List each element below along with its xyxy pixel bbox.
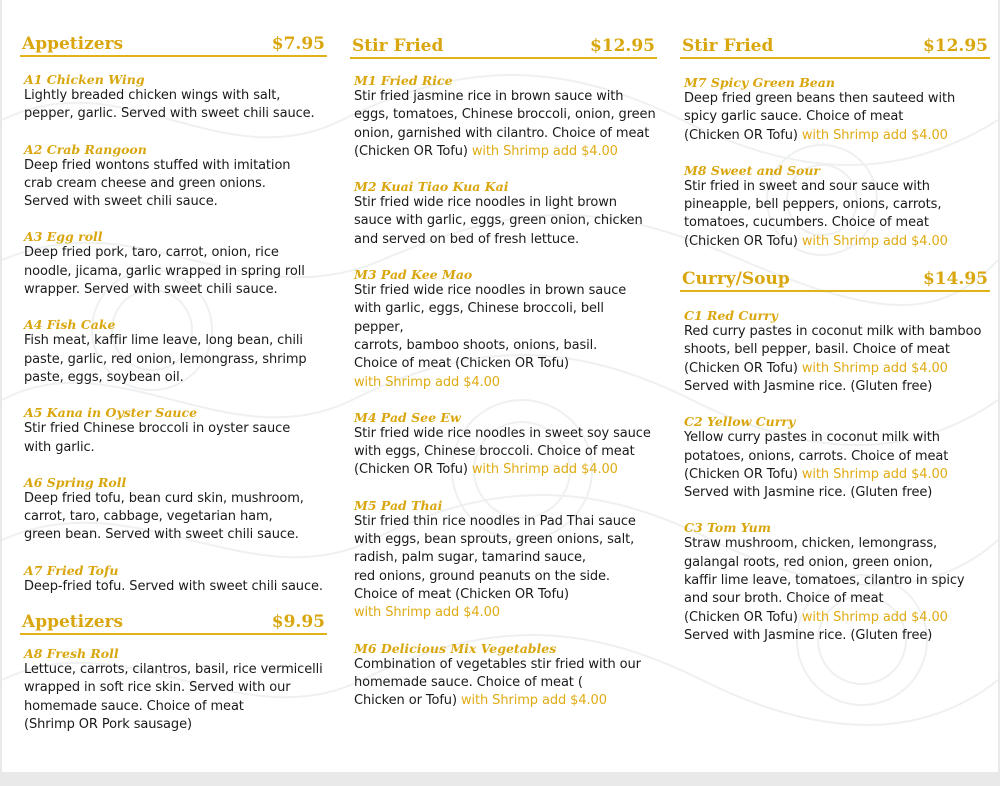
item-description: Yellow curry pastes in coconut milk with potatoes, onions, carrots. Choice of meat (Chicken OR Tofu) with Shrimp add $4.00 Served with Jasmine rice. (Gluten free) bbox=[684, 430, 949, 501]
section-price: $12.95 bbox=[922, 36, 988, 56]
menu-item bbox=[350, 498, 657, 623]
item-title: A2 Crab Rangoon bbox=[24, 141, 147, 157]
menu-item bbox=[680, 163, 990, 251]
item-title: M3 Pad Kee Mao bbox=[354, 267, 473, 283]
item-description: Deep fried wontons stuffed with imitation crab cream cheese and green onions. Served with sweet chili sauce. bbox=[24, 157, 291, 210]
section-title: Stir Fried bbox=[682, 36, 774, 56]
section-header bbox=[350, 32, 657, 59]
menu-item bbox=[20, 142, 327, 212]
menu-item bbox=[20, 317, 327, 387]
menu-item bbox=[20, 475, 327, 545]
item-title: M2 Kuai Tiao Kua Kai bbox=[354, 179, 509, 195]
menu-item bbox=[680, 414, 990, 502]
shrimp-addon: with Shrimp add $4.00 bbox=[460, 693, 607, 709]
item-title: C1 Red Curry bbox=[684, 308, 778, 324]
menu-item bbox=[20, 229, 327, 299]
shrimp-addon: with Shrimp add $4.00 bbox=[801, 233, 948, 249]
item-title: A3 Egg roll bbox=[24, 229, 103, 245]
shrimp-addon: with Shrimp add $4.00 bbox=[801, 127, 948, 143]
shrimp-addon: with Shrimp add $4.00 bbox=[801, 609, 948, 625]
shrimp-addon: with Shrimp add $4.00 bbox=[354, 374, 500, 390]
item-title: M1 Fried Rice bbox=[354, 73, 453, 88]
item-description: Lettuce, carrots, cilantros, basil, rice vermicelli wrapped in soft rice skin. Served with our homemade sauce. Choice of meat (Shrimp OR Pork sausage) bbox=[24, 662, 323, 732]
item-description: Stir fried thin rice noodles in Pad Thai sauce with eggs, bean sprouts, green onions, salt, radish, palm sugar, tamarind sauce, red onions, ground peanuts on the side. Choice of meat (Chicken OR Tofu) with Shrimp add $4.00 bbox=[354, 513, 636, 621]
item-description: Stir fried wide rice noodles in light brown sauce with garlic, eggs, green onion, chicken and served on bed of fresh lettuce. bbox=[354, 195, 643, 247]
item-title: M8 Sweet and Sour bbox=[684, 162, 821, 178]
menu-item bbox=[350, 410, 657, 480]
section-title: Curry/Soup bbox=[682, 269, 790, 290]
menu-column-1 bbox=[20, 0, 327, 734]
item-description: Combination of vegetables stir fried with our homemade sauce. Choice of meat ( Chicken or Tofu) with Shrimp add $4.00 bbox=[354, 656, 641, 709]
item-description: Red curry pastes in coconut milk with bamboo shoots, bell pepper, basil. Choice of meat (Chicken OR Tofu) with Shrimp add $4.00 Served with Jasmine rice. (Gluten free) bbox=[684, 324, 982, 394]
menu-item bbox=[350, 179, 657, 249]
section-header bbox=[680, 265, 990, 292]
shrimp-addon: with Shrimp add $4.00 bbox=[471, 143, 618, 159]
menu-item bbox=[20, 405, 327, 457]
shrimp-addon: with Shrimp add $4.00 bbox=[354, 605, 500, 621]
section-appetizers-795 bbox=[20, 30, 327, 596]
menu-item bbox=[20, 646, 327, 734]
item-title: C3 Tom Yum bbox=[684, 520, 771, 536]
item-description: Stir fried Chinese broccoli in oyster sauce with garlic. bbox=[24, 421, 291, 455]
item-description: Stir fried wide rice noodles in sweet soy sauce with eggs, Chinese broccoli. Choice of meat (Chicken OR Tofu) with Shrimp add $4.00 bbox=[354, 425, 651, 478]
menu-column-2 bbox=[350, 0, 657, 710]
shrimp-addon: with Shrimp add $4.00 bbox=[801, 360, 948, 376]
section-price: $7.95 bbox=[271, 34, 325, 54]
menu-item bbox=[20, 563, 327, 596]
section-header bbox=[680, 32, 990, 59]
item-title: A4 Fish Cake bbox=[24, 317, 116, 333]
item-title: M4 Pad See Ew bbox=[354, 409, 461, 425]
item-title: A1 Chicken Wing bbox=[24, 72, 145, 87]
menu-item bbox=[350, 267, 657, 392]
section-header bbox=[20, 30, 327, 57]
item-description: Lightly breaded chicken wings with salt, pepper, garlic. Served with sweet chili sauce. bbox=[24, 88, 315, 122]
shrimp-addon: with Shrimp add $4.00 bbox=[801, 466, 948, 482]
section-curry-soup bbox=[680, 265, 990, 645]
item-title: C2 Yellow Curry bbox=[684, 414, 796, 430]
item-description: Straw mushroom, chicken, lemongrass, galangal roots, red onion, green onion, kaffir lime leave, tomatoes, cilantro in spicy and sour broth. Choice of meat (Chicken OR Tofu) with Shrimp add $4.00 Served with Jasmine rice. (Gluten free) bbox=[684, 536, 965, 643]
menu-item bbox=[680, 308, 990, 396]
menu-page bbox=[2, 0, 998, 772]
item-title: A5 Kana in Oyster Sauce bbox=[24, 405, 198, 421]
item-title: A7 Fried Tofu bbox=[24, 562, 119, 578]
item-title: A6 Spring Roll bbox=[24, 474, 127, 490]
item-description: Deep fried green beans then sauteed with spicy garlic sauce. Choice of meat (Chicken OR Tofu) with Shrimp add $4.00 bbox=[684, 91, 956, 143]
section-title: Stir Fried bbox=[352, 36, 444, 56]
item-description: Deep-fried tofu. Served with sweet chili sauce. bbox=[24, 578, 323, 594]
menu-item bbox=[350, 73, 657, 161]
section-title: Appetizers bbox=[22, 612, 124, 633]
item-title: M5 Pad Thai bbox=[354, 497, 443, 513]
item-description: Deep fried pork, taro, carrot, onion, rice noodle, jicama, garlic wrapped in spring roll wrapper. Served with sweet chili sauce. bbox=[24, 245, 305, 298]
menu-column-3 bbox=[680, 0, 990, 645]
section-stir-fried bbox=[350, 32, 657, 710]
section-title: Appetizers bbox=[22, 34, 124, 54]
item-description: Deep fried tofu, bean curd skin, mushroom, carrot, taro, cabbage, vegetarian ham, green bean. Served with sweet chili sauce. bbox=[24, 490, 304, 543]
item-title: A8 Fresh Roll bbox=[24, 646, 119, 662]
section-appetizers-995 bbox=[20, 608, 327, 734]
menu-item bbox=[680, 520, 990, 645]
item-description: Stir fried in sweet and sour sauce with pineapple, bell peppers, onions, carrots, tomatoes, cucumbers. Choice of meat (Chicken OR Tofu) with Shrimp add $4.00 bbox=[684, 178, 948, 249]
section-price: $12.95 bbox=[589, 36, 655, 56]
item-title: M7 Spicy Green Bean bbox=[684, 75, 835, 90]
section-stir-fried-continued bbox=[680, 32, 990, 251]
item-description: Stir fried wide rice noodles in brown sauce with garlic, eggs, Chinese broccoli, bell pepper, carrots, bamboo shoots, onions, basil. Choice of meat (Chicken OR Tofu) with Shrimp add $4.00 bbox=[354, 283, 627, 390]
menu-item bbox=[350, 641, 657, 711]
item-description: Fish meat, kaffir lime leave, long bean, chili paste, garlic, red onion, lemongrass, shrimp paste, eggs, soybean oil. bbox=[24, 333, 307, 385]
menu-item bbox=[680, 75, 990, 145]
item-title: M6 Delicious Mix Vegetables bbox=[354, 640, 557, 656]
menu-item bbox=[20, 72, 327, 124]
item-description: Stir fried jasmine rice in brown sauce with eggs, tomatoes, Chinese broccoli, onion, green onion, garnished with cilantro. Choice of meat (Chicken OR Tofu) with Shrimp add $4.00 bbox=[354, 89, 656, 159]
shrimp-addon: with Shrimp add $4.00 bbox=[471, 462, 618, 478]
section-price: $9.95 bbox=[271, 612, 325, 633]
section-header bbox=[20, 608, 327, 635]
section-price: $14.95 bbox=[922, 269, 988, 290]
